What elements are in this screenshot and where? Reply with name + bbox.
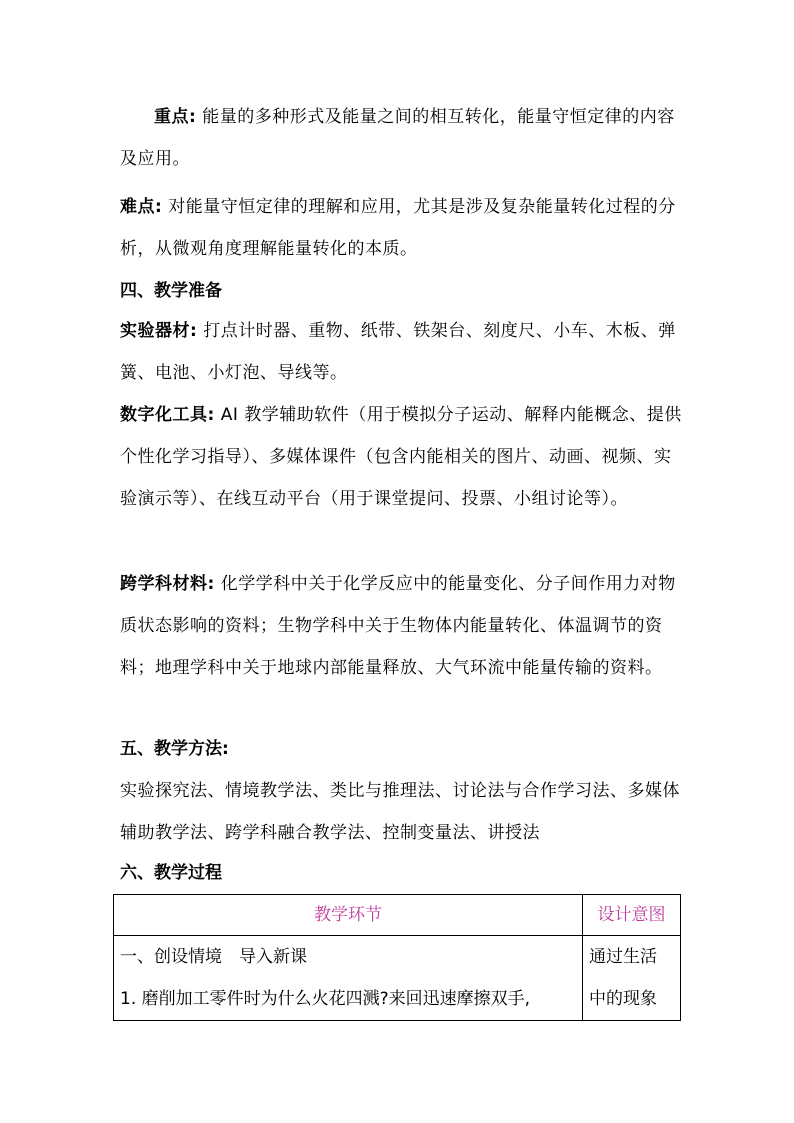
difficulty-text: 对能量守恒定律的理解和应用，尤其是涉及复杂能量转化过程的分析，从微观角度理解能量转化的本质。	[120, 197, 676, 259]
step-line: 1. 磨削加工零件时为什么火花四溅?来回迅速摩擦双手,	[120, 989, 531, 1009]
difficulty-paragraph	[120, 186, 685, 270]
keypoint-text: 能量的多种形式及能量之间的相互转化，能量守恒定律的内容及应用。	[120, 107, 675, 169]
intent-line: 通过生活	[588, 947, 657, 967]
cross-subject-label: 跨学科材料:	[120, 574, 215, 594]
section6-heading: 六、教学过程	[120, 863, 222, 883]
equipment-text: 打点计时器、重物、纸带、铁架台、刻度尺、小车、木板、弹簧、电池、小灯泡、导线等。	[120, 321, 676, 383]
table-header-row	[114, 895, 681, 936]
step-cell	[114, 936, 583, 1021]
header-teaching-step: 教学环节	[114, 895, 583, 936]
digital-tools-label: 数字化工具:	[120, 405, 215, 425]
keypoint-paragraph	[120, 96, 685, 180]
digital-tools-text: AI 教学辅助软件（用于模拟分子运动、解释内能概念、提供个性化学习指导）、多媒体课件（包含内能相关的图片、动画、视频、实验演示等）、在线互动平台（用于课堂提问、投票、小组讨论等）。	[120, 405, 682, 509]
section4-heading: 四、教学准备	[120, 281, 222, 301]
section5-heading: 五、教学方法:	[120, 739, 229, 759]
intent-line: 中的现象	[588, 989, 657, 1009]
teaching-methods-paragraph: 实验探究法、情境教学法、类比与推理法、讨论法与合作学习法、多媒体辅助教学法、跨学科融合教学法、控制变量法、讲授法	[120, 781, 680, 843]
difficulty-label: 难点:	[120, 197, 163, 217]
intent-cell	[582, 936, 680, 1021]
cross-subject-text: 化学学科中关于化学反应中的能量变化、分子间作用力对物质状态影响的资料；生物学科中关于生物体内能量转化、体温调节的资料；地理学科中关于地球内部能量释放、大气环流中能量传输的资料。	[120, 574, 676, 678]
teaching-process-table	[113, 894, 681, 1021]
keypoint-label: 重点:	[154, 107, 197, 127]
table-row	[114, 936, 681, 1021]
equipment-label: 实验器材:	[120, 321, 198, 341]
step-title: 一、创设情境 导入新课	[120, 947, 307, 967]
digital-tools-paragraph	[120, 394, 685, 520]
header-design-intent: 设计意图	[582, 895, 680, 936]
equipment-paragraph	[120, 310, 685, 394]
cross-subject-paragraph	[120, 563, 685, 689]
